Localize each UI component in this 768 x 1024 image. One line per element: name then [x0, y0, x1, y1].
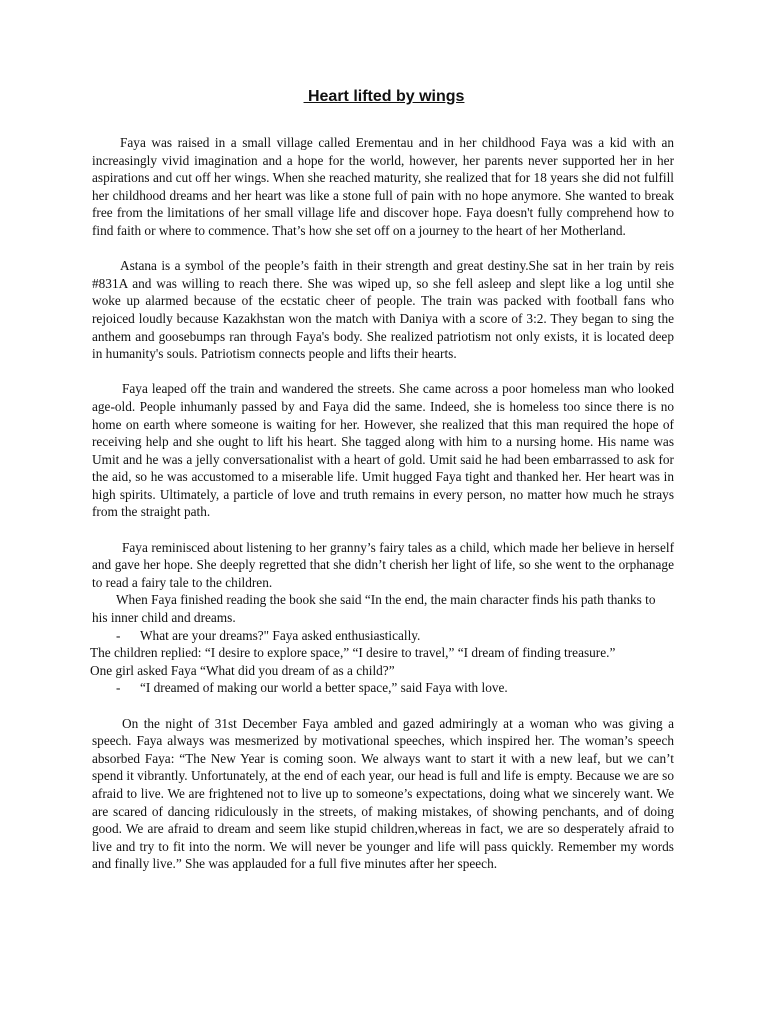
dialog-dash: - — [116, 680, 121, 696]
dialog-line-1 — [92, 627, 674, 645]
document-page — [92, 86, 674, 891]
paragraph-5: On the night of 31st December Faya ambled and gazed admiringly at a woman who was giving a speech. Faya always was mesmerized by motivational speeches, which inspired her. The woman’s speech absorbed Faya: “The New Year is coming soon. We always want to start it with a new leaf, but we can’t spend it vibrantly. Unfortunately, at the end of each year, our head is full and life is empty. Because we are so afraid to live. We are frightened not to live up to someone’s expectations, doing what we sincerely want. We are scared of dancing ridiculously in the streets, of making mistakes, of showing penchants, and of doing good. We are afraid to dream and seem like stupid children,whereas in fact, we are so desperately afraid to live and try to fit into the norm. We will never be younger and life will pass quickly. Remember my words and finally live.” She was applauded for a full five minutes after her speech. — [92, 715, 674, 872]
dialog-text-1: What are your dreams?" Faya asked enthusiastically. — [140, 627, 421, 643]
girl-question-line: One girl asked Faya “What did you dream of as a child?” — [90, 662, 395, 678]
paragraph-1: Faya was raised in a small village called Erementau and in her childhood Faya was a kid with an increasingly vivid imagination and a hope for the world, however, her parents never supported her in her aspirations and cut off her wings. When she reached maturity, she realized that for 18 years she did not fulfill her childhood dreams and her heart was like a stone full of pain with no hope anymore. She wanted to break free from the limitations of her small village life and discover hope. Faya doesn't fully comprehend how to find faith or where to commence. That’s how she set off on a journey to the heart of her Motherland. — [92, 135, 674, 238]
children-reply-line: The children replied: “I desire to explore space,” “I desire to travel,” “I dream of finding treasure.” — [90, 645, 616, 661]
paragraph-4-continuation: When Faya finished reading the book she said “In the end, the main character finds his path thanks to his inner child and dreams. — [92, 592, 656, 626]
paragraph-3: Faya leaped off the train and wandered the streets. She came across a poor homeless man who looked age-old. People inhumanly passed by and Faya did the same. Indeed, she is homeless too since there is no home on earth where someone is waiting for her. However, she realized that this man required the hope of receiving help and she ought to lift his heart. She tagged along with him to a nursing home. His name was Umit and he was a jelly conversationalist with a heart of gold. Umit said he had been embarrassed to ask for the aid, so he was accustomed to a miserable life. Umit hugged Faya tight and thanked her. Her heart was in high spirits. Ultimately, a particle of love and truth remains in every person, no matter how much he strays from the straight path. — [92, 381, 674, 520]
dialog-line-2 — [92, 679, 674, 697]
document-title: Heart lifted by wings — [303, 88, 465, 105]
paragraph-gap — [92, 697, 674, 715]
paragraph-4: Faya reminisced about listening to her granny’s fairy tales as a child, which made her believe in herself and gave her hope. She deeply regretted that she didn’t cherish her light of life, so she went to the orphanage to read a fairy tale to the children. — [92, 539, 674, 590]
dialog-dash: - — [116, 627, 121, 643]
paragraph-2: Astana is a symbol of the people’s faith in their strength and great destiny.She sat in her train by reis #831A and was willing to reach there. She was wiped up, so she fell asleep and slept like a log until she woke up alarmed because of the ecstatic cheer of people. The train was packed with football fans who rejoiced loudly because Kazakhstan won the match with Daniya with a score of 3:2. They began to sing the anthem and goosebumps ran through Faya's body. She realized patriotism not only exists, it is located deep in humanity's souls. Patriotism connects people and lifts their hearts. — [92, 258, 674, 362]
dialog-text-2: “I dreamed of making our world a better space,” said Faya with love. — [140, 680, 508, 696]
